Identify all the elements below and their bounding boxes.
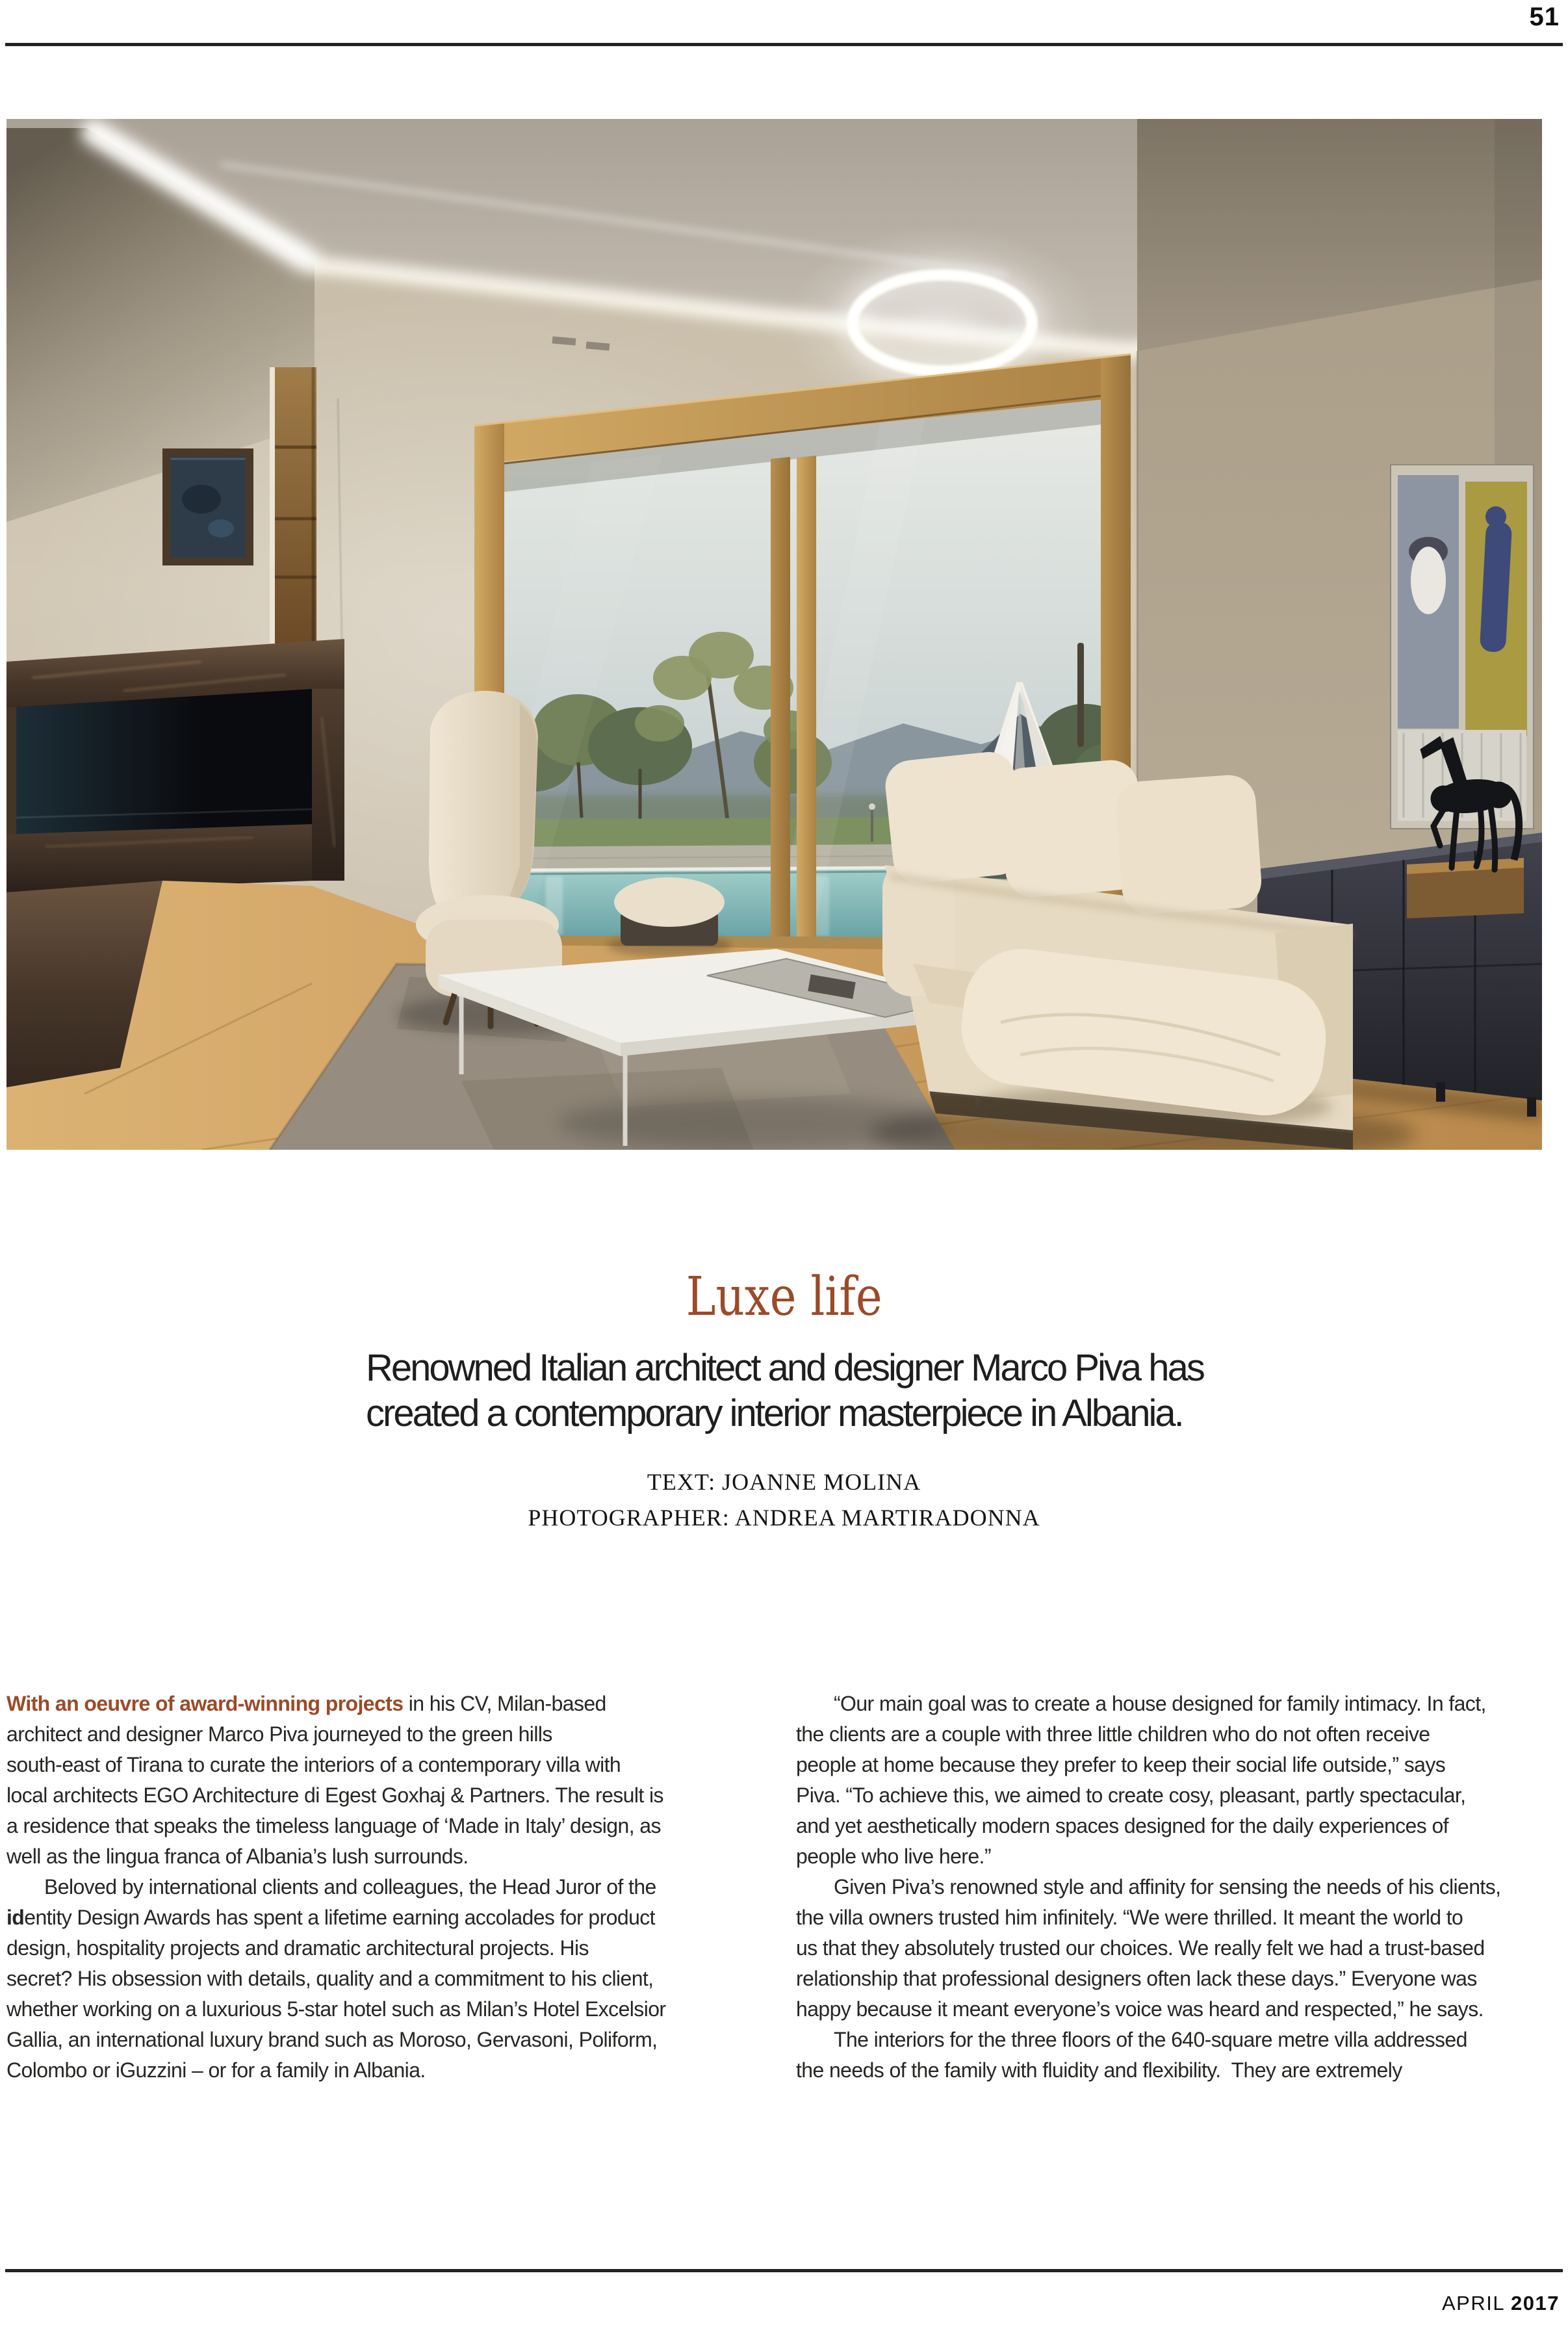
- identity-bold: id: [6, 1906, 25, 1929]
- body-line: With an oeuvre of award-winning projects in his CV, Milan-based: [6, 1692, 606, 1715]
- photographer-credit: PHOTOGRAPHER: ANDREA MARTIRADONNA: [528, 1505, 1040, 1531]
- ottoman: [608, 877, 731, 957]
- body-line: secret? His obsession with details, quality and a commitment to his client,: [6, 1967, 654, 1990]
- body-line: people at home because they prefer to keep their social life outside,” says: [796, 1753, 1446, 1776]
- body-line: design, hospitality projects and dramatic architectural projects. His: [6, 1936, 589, 1960]
- framed-picture: [162, 448, 253, 565]
- body-line: and yet aesthetically modern spaces designed for the daily experiences of: [796, 1814, 1448, 1837]
- body-line: the needs of the family with fluidity and flexibility. They are extremely: [796, 2058, 1402, 2082]
- text-credit: TEXT: JOANNE MOLINA: [647, 1469, 921, 1495]
- body-line: the villa owners trusted him infinitely. “We were thrilled. It meant the world to: [796, 1906, 1463, 1929]
- body-line: a residence that speaks the timeless language of ‘Made in Italy’ design, as: [6, 1814, 661, 1837]
- body-line: Gallia, an international luxury brand such as Moroso, Gervasoni, Poliform,: [6, 2028, 658, 2051]
- body-line: Beloved by international clients and colleagues, the Head Juror of the: [44, 1875, 656, 1899]
- article-title: Luxe life: [686, 1266, 882, 1328]
- body-line: well as the lingua franca of Albania’s lush surrounds.: [6, 1845, 469, 1868]
- body-column-left: [6, 1689, 780, 2086]
- body-line: us that they absolutely trusted our choices. We really felt we had a trust-based: [796, 1936, 1485, 1960]
- issue-date: [1442, 2292, 1560, 2315]
- body-line: the clients are a couple with three little children who do not often receive: [796, 1722, 1430, 1746]
- issue-year: 2017: [1511, 2292, 1560, 2315]
- fireplace-tv: [16, 689, 312, 834]
- villa-photo: [6, 119, 1542, 1150]
- body-line: south-east of Tirana to curate the interiors of a contemporary villa with: [6, 1753, 621, 1776]
- body-line: people who live here.”: [796, 1845, 991, 1868]
- body-line: Given Piva’s renowned style and affinity for sensing the needs of his clients,: [834, 1875, 1501, 1899]
- lead-in-bold: With an oeuvre of award-winning projects: [6, 1692, 404, 1715]
- issue-month: APRIL: [1441, 2292, 1511, 2315]
- article-byline: [0, 1464, 1568, 1536]
- body-line: happy because it meant everyone’s voice was heard and respected,” he says.: [796, 1997, 1484, 2021]
- body-line: The interiors for the three floors of the 640-square metre villa addressed: [834, 2028, 1467, 2051]
- bottom-rule: [5, 2269, 1563, 2272]
- body-line: Colombo or iGuzzini – or for a family in Albania.: [6, 2058, 426, 2082]
- page-number: 51: [1529, 3, 1560, 31]
- article-subtitle: [366, 1345, 1203, 1436]
- door-handle: [1077, 643, 1084, 747]
- body-line: whether working on a luxurious 5-star hotel such as Milan’s Hotel Excelsior: [6, 1997, 666, 2021]
- body-column-right: [796, 1689, 1566, 2086]
- body-line: relationship that professional designers often lack these days.” Everyone was: [796, 1967, 1477, 1990]
- body-line: Piva. “To achieve this, we aimed to create cosy, pleasant, partly spectacular,: [796, 1783, 1466, 1807]
- body-line: architect and designer Marco Piva journeyed to the green hills: [6, 1722, 552, 1746]
- body-line: “Our main goal was to create a house designed for family intimacy. In fact,: [834, 1692, 1486, 1715]
- subtitle-line: created a contemporary interior masterpiece in Albania.: [366, 1392, 1183, 1434]
- wall-niche: [270, 367, 316, 643]
- villa-photo-art: [6, 119, 1542, 1150]
- body-line: identity Design Awards has spent a lifetime earning accolades for product: [6, 1906, 655, 1929]
- body-line: local architects EGO Architecture di Egest Goxhaj & Partners. The result is: [6, 1783, 663, 1807]
- subtitle-line: Renowned Italian architect and designer Marco Piva has: [366, 1347, 1203, 1389]
- top-rule: [5, 43, 1563, 46]
